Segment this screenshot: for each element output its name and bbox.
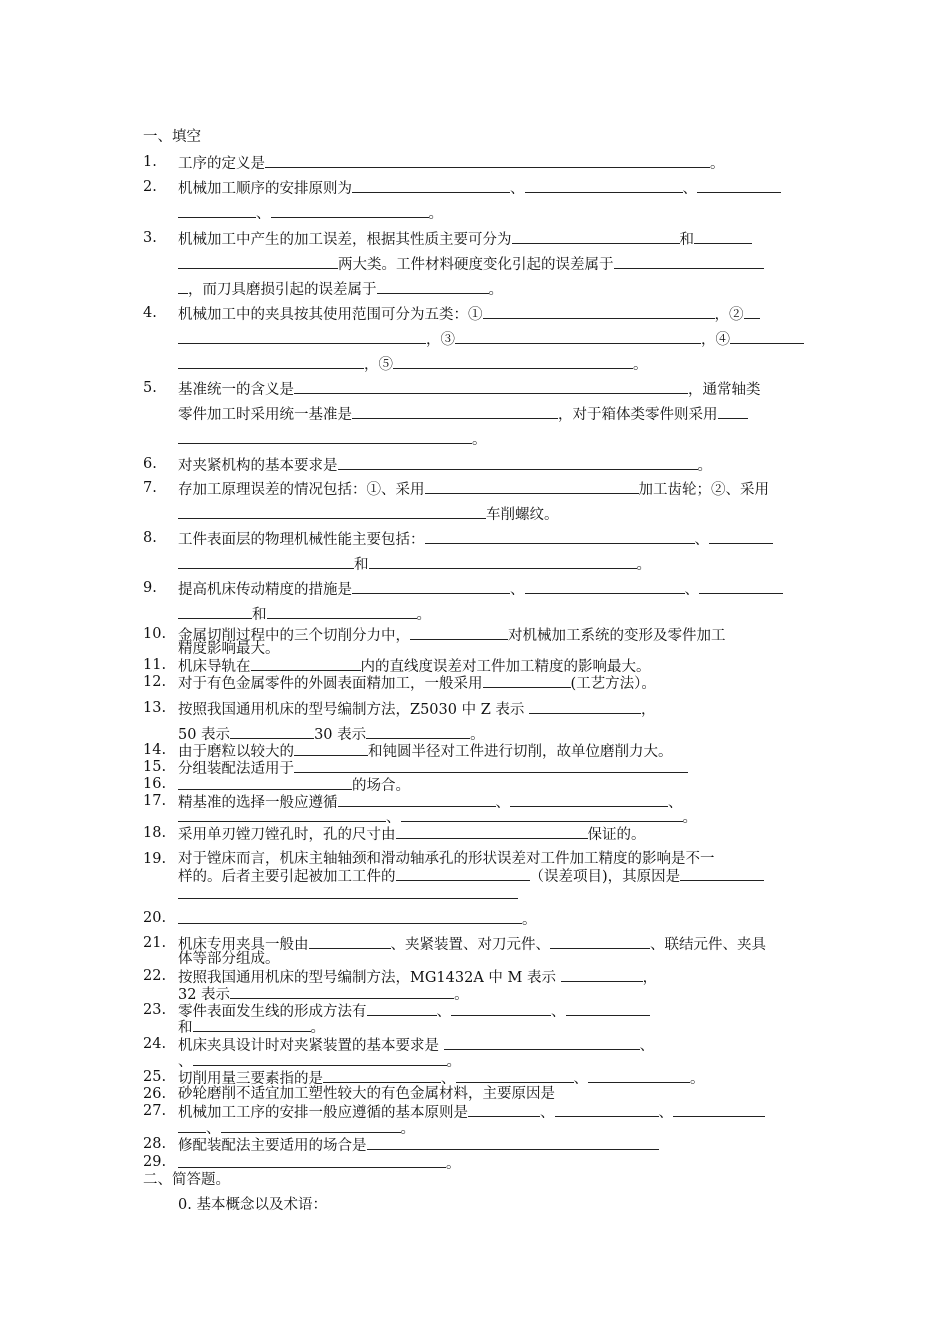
blank[interactable] — [718, 404, 748, 419]
punct: 、 — [206, 1121, 221, 1137]
q9-text-2: 和 — [252, 607, 267, 623]
blank[interactable] — [178, 807, 386, 822]
q19-line-2 — [178, 866, 764, 886]
q3-text-3: ，而刀具磨损引起的误差属于 — [188, 282, 377, 298]
blank[interactable] — [456, 1068, 574, 1083]
blank[interactable] — [294, 741, 368, 756]
blank[interactable] — [178, 884, 518, 899]
punct: 。 — [446, 1054, 461, 1070]
q29-number: 29. — [143, 1154, 167, 1170]
q8-text-2: 和 — [354, 557, 369, 573]
punct: 、 — [551, 1004, 566, 1020]
blank[interactable] — [483, 673, 571, 688]
blank[interactable] — [294, 758, 688, 773]
q24-number: 24. — [143, 1036, 167, 1052]
blank[interactable] — [425, 479, 639, 494]
q1-line — [178, 153, 725, 173]
q19-text-2: 样的。后者主要引起被加工工件的 — [178, 869, 396, 885]
blank[interactable] — [510, 792, 668, 807]
q13-line — [178, 699, 656, 719]
punct: 。 — [633, 357, 648, 373]
subsection-basic-concepts: 0. 基本概念以及术语： — [178, 1197, 327, 1213]
punct: 、 — [178, 1054, 193, 1070]
q27-text: 机械加工工序的安排一般应遵循的基本原则是 — [178, 1105, 468, 1121]
section-title-short-answer: 二、简答题。 — [143, 1172, 230, 1188]
blank[interactable] — [588, 1068, 690, 1083]
punct: 、 — [694, 532, 709, 548]
blank[interactable] — [294, 379, 688, 394]
q22-text: 按照我国通用机床的型号编制方法，MG1432A 中 M 表示 — [178, 970, 556, 986]
q5-number: 5. — [143, 380, 157, 396]
q2-line — [178, 178, 781, 198]
punct: 、 — [495, 795, 510, 811]
q5-line-3 — [178, 429, 487, 449]
blank[interactable] — [709, 529, 773, 544]
blank[interactable] — [271, 203, 429, 218]
q23-line-2 — [178, 1017, 325, 1037]
q18-number: 18. — [143, 825, 167, 841]
q5-text-2: ，通常轴类 — [688, 382, 761, 398]
q21-text-2: 、夹紧装置、对刀元件、 — [390, 937, 550, 953]
q28-text: 修配装配法主要适用的场合是 — [178, 1138, 367, 1154]
blank[interactable] — [221, 1118, 401, 1133]
q21-text-3: 、联结元件、夹具 — [650, 937, 766, 953]
q9-line-2 — [178, 604, 431, 624]
punct: 。 — [488, 282, 503, 298]
punct: 。 — [636, 557, 651, 573]
blank[interactable] — [193, 1051, 447, 1066]
q1-number: 1. — [143, 154, 157, 170]
blank[interactable] — [338, 455, 698, 470]
blank[interactable] — [178, 354, 364, 369]
blank[interactable] — [230, 984, 454, 999]
blank[interactable] — [694, 229, 752, 244]
q3-line — [178, 229, 752, 249]
q3-number: 3. — [143, 230, 157, 246]
blank[interactable] — [401, 807, 683, 822]
q2-line-2 — [178, 203, 443, 223]
blank[interactable] — [251, 656, 361, 671]
punct: 、 — [540, 1105, 555, 1121]
blank[interactable] — [352, 404, 558, 419]
q21-line-2: 体等部分组成。 — [178, 951, 280, 967]
q7-text: 存加工原理误差的情况包括：①、采用 — [178, 482, 425, 498]
punct: 、 — [510, 582, 525, 598]
q10-text: 金属切削过程中的三个切削分力中， — [178, 628, 410, 644]
q3-text: 机械加工中产生的加工误差，根据其性质主要可分为 — [178, 232, 512, 248]
blank[interactable] — [178, 554, 354, 569]
q15-text: 分组装配法适用于 — [178, 761, 294, 777]
blank[interactable] — [338, 792, 496, 807]
q14-number: 14. — [143, 742, 167, 758]
punct: 。 — [522, 912, 537, 928]
blank[interactable] — [566, 1001, 650, 1016]
q12-line — [178, 673, 656, 693]
blank[interactable] — [267, 604, 417, 619]
punct: 、 — [658, 1105, 673, 1121]
q19-line-3 — [178, 884, 518, 904]
q6-text: 对夹紧机构的基本要求是 — [178, 458, 338, 474]
q12-text-2: (工艺方法）。 — [570, 676, 656, 692]
punct: 、 — [668, 795, 683, 811]
punct: 。 — [446, 1156, 461, 1172]
q9-line — [178, 579, 783, 599]
punct: 。 — [470, 727, 485, 743]
q4-text: 机械加工中的夹具按其使用范围可分为五类：① — [178, 307, 483, 323]
blank[interactable] — [265, 153, 710, 168]
q25-number: 25. — [143, 1069, 167, 1085]
punct: 、 — [256, 206, 271, 222]
blank[interactable] — [730, 329, 804, 344]
blank[interactable] — [425, 529, 695, 544]
punct: 。 — [690, 1071, 705, 1087]
punct: 。 — [454, 987, 469, 1003]
q19-text-3: （误差项目)，其原因是 — [529, 869, 681, 885]
section-title-fill-blank: 一、填空 — [143, 129, 201, 145]
blank[interactable] — [697, 178, 781, 193]
blank[interactable] — [369, 554, 637, 569]
q10-line-2: 精度影响最大。 — [178, 641, 280, 657]
q9-number: 9. — [143, 580, 157, 596]
q15-number: 15. — [143, 759, 167, 775]
punct: 。 — [710, 156, 725, 172]
blank[interactable] — [525, 178, 683, 193]
q14-text: 由于磨粒以较大的 — [178, 744, 294, 760]
q28-line — [178, 1135, 659, 1155]
q22-number: 22. — [143, 968, 167, 984]
punct: 。 — [682, 810, 697, 826]
q5-line — [178, 379, 761, 399]
q26-line: 砂轮磨削不适宜加工塑性较大的有色金属材料，主要原因是 — [178, 1086, 555, 1102]
blank[interactable] — [525, 579, 685, 594]
punct: 、 — [573, 1071, 588, 1087]
q5-text-4: ，对于箱体类零件则采用 — [558, 407, 718, 423]
blank[interactable] — [529, 699, 641, 714]
q2-number: 2. — [143, 179, 157, 195]
punct: 。 — [416, 607, 431, 623]
punct: 、 — [441, 1071, 456, 1087]
q4-text-3: ，③ — [426, 332, 455, 348]
q8-line-2 — [178, 554, 651, 574]
q13-number: 13. — [143, 700, 167, 716]
q3-line-3 — [178, 279, 503, 299]
q12-number: 12. — [143, 674, 167, 690]
q4-number: 4. — [143, 305, 157, 321]
q11-text-2: 内的直线度误差对工件加工精度的影响最大。 — [360, 659, 651, 675]
q28-number: 28. — [143, 1136, 167, 1152]
blank[interactable] — [178, 254, 338, 269]
q4-text-2: ，② — [714, 307, 744, 323]
q5-text-3: 零件加工时采用统一基准是 — [178, 407, 352, 423]
q13-text: 按照我国通用机床的型号编制方法，Z5030 中 Z 表示 — [178, 702, 525, 718]
q4-line — [178, 304, 760, 324]
punct: 、 — [639, 1038, 655, 1054]
q19-number: 19. — [143, 851, 167, 867]
q16-number: 16. — [143, 776, 167, 792]
q3-line-2 — [178, 254, 764, 274]
punct: 。 — [310, 1020, 325, 1036]
blank[interactable] — [483, 304, 715, 319]
q23-text: 零件表面发生线的形成方法有 — [178, 1004, 367, 1020]
blank[interactable] — [367, 1135, 659, 1150]
q3-text-2: 两大类。工件材料硬度变化引起的误差属于 — [338, 257, 614, 273]
q7-line — [178, 479, 769, 499]
punct: 。 — [428, 206, 443, 222]
q29-line — [178, 1153, 461, 1173]
blank[interactable] — [367, 1001, 437, 1016]
q19-line: 对于镗床而言，机床主轴轴颈和滑动轴承孔的形状误差对工件加工精度的影响是不一 — [178, 851, 715, 867]
q8-line — [178, 529, 773, 549]
blank[interactable] — [393, 354, 633, 369]
q7-text-3: 车削螺纹。 — [486, 507, 559, 523]
blank[interactable] — [396, 866, 530, 881]
blank[interactable] — [555, 1102, 659, 1117]
q22-text-2: 32 表示 — [178, 987, 231, 1003]
blank[interactable] — [178, 775, 352, 790]
punct: 、 — [386, 810, 401, 826]
punct: 。 — [400, 1121, 415, 1137]
q6-line — [178, 455, 712, 475]
q12-text: 对于有色金属零件的外圆表面精加工，一般采用 — [178, 676, 483, 692]
q18-text-2: 保证的。 — [587, 827, 646, 843]
q23-text-2: 和 — [178, 1020, 193, 1036]
q26-number: 26. — [143, 1086, 167, 1102]
blank[interactable] — [178, 329, 426, 344]
blank[interactable] — [323, 1068, 441, 1083]
q8-number: 8. — [143, 530, 157, 546]
blank[interactable] — [550, 934, 650, 949]
q4-text-5: ，⑤ — [364, 357, 393, 373]
blank[interactable] — [366, 724, 470, 739]
q14-text-2: 和钝圆半径对工件进行切削，故单位磨削力大。 — [368, 744, 673, 760]
blank[interactable] — [512, 229, 680, 244]
q9-text: 提高机床传动精度的措施是 — [178, 582, 352, 598]
q23-number: 23. — [143, 1002, 167, 1018]
q13-text-3: 30 表示 — [314, 727, 367, 743]
punct: 、 — [510, 181, 525, 197]
blank[interactable] — [614, 254, 764, 269]
q10-text-2: 对机械加工系统的变形及零件加工 — [508, 628, 726, 644]
q17-text: 精基准的选择一般应遵循 — [178, 795, 338, 811]
punct: 。 — [472, 432, 487, 448]
q7-number: 7. — [143, 480, 157, 496]
q20-number: 20. — [143, 910, 167, 926]
q5-line-2 — [178, 404, 748, 424]
q18-line — [178, 824, 646, 844]
blank[interactable] — [468, 1102, 540, 1117]
q3-text-and: 和 — [679, 232, 694, 248]
blank[interactable] — [193, 1017, 311, 1032]
q11-text: 机床导轨在 — [178, 659, 251, 675]
q25-text: 切削用量三要素指的是 — [178, 1071, 323, 1087]
blank[interactable] — [178, 429, 472, 444]
q4-text-4: ，④ — [701, 332, 730, 348]
q4-line-3 — [178, 354, 648, 374]
blank[interactable] — [230, 724, 314, 739]
q4-line-2 — [178, 329, 804, 349]
q7-line-2 — [178, 504, 559, 524]
q6-number: 6. — [143, 456, 157, 472]
punct: ， — [642, 970, 658, 986]
blank[interactable] — [455, 329, 701, 344]
blank[interactable] — [178, 1153, 446, 1168]
q21-text: 机床专用夹具一般由 — [178, 937, 309, 953]
q2-text: 机械加工顺序的安排原则为 — [178, 181, 352, 197]
punct: 、 — [684, 582, 699, 598]
blank[interactable] — [377, 279, 489, 294]
blank[interactable] — [352, 178, 510, 193]
blank[interactable] — [178, 909, 522, 924]
blank[interactable] — [673, 1102, 765, 1117]
punct: 。 — [697, 458, 712, 474]
q27-number: 27. — [143, 1103, 167, 1119]
blank[interactable] — [561, 967, 643, 982]
q13-text-2: 50 表示 — [178, 727, 231, 743]
punct: ， — [641, 702, 656, 718]
q18-text: 采用单刃镗刀镗孔时，孔的尺寸由 — [178, 827, 396, 843]
q17-number: 17. — [143, 793, 167, 809]
blank[interactable] — [178, 279, 188, 294]
blank[interactable] — [309, 934, 391, 949]
punct: 、 — [682, 181, 697, 197]
q16-text: 的场合。 — [352, 778, 410, 794]
blank[interactable] — [178, 604, 252, 619]
q5-text: 基准统一的含义是 — [178, 382, 294, 398]
q20-line — [178, 909, 537, 929]
blank[interactable] — [451, 1001, 551, 1016]
q10-number: 10. — [143, 626, 167, 642]
blank[interactable] — [178, 1118, 206, 1133]
blank[interactable] — [744, 304, 760, 319]
blank[interactable] — [410, 625, 508, 640]
blank[interactable] — [699, 579, 783, 594]
punct: 、 — [436, 1004, 451, 1020]
q7-text-2: 加工齿轮；②、采用 — [638, 482, 769, 498]
q8-text: 工件表面层的物理机械性能主要包括： — [178, 532, 425, 548]
q11-number: 11. — [143, 657, 167, 673]
blank[interactable] — [178, 203, 256, 218]
blank[interactable] — [352, 579, 510, 594]
q21-number: 21. — [143, 935, 167, 951]
blank[interactable] — [444, 1035, 640, 1050]
blank[interactable] — [178, 504, 486, 519]
blank[interactable] — [680, 866, 764, 881]
q24-text: 机床夹具设计时对夹紧装置的基本要求是 — [178, 1038, 439, 1054]
q1-text: 工序的定义是 — [178, 156, 265, 172]
blank[interactable] — [396, 824, 588, 839]
